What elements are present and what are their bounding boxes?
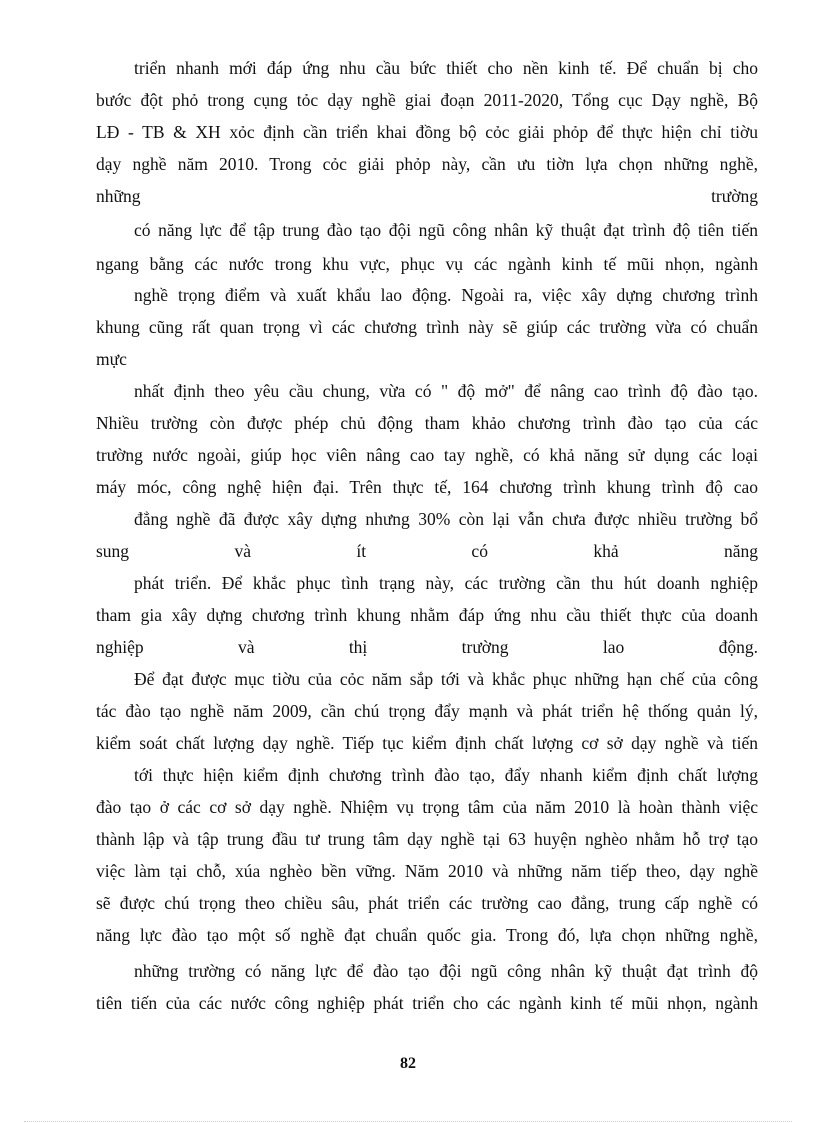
footer-divider	[24, 1121, 792, 1122]
body-line-23: tới thực hiện kiểm định chương trình đào tạo, đẩy nhanh kiểm định chất lượng	[134, 765, 758, 785]
body-line-30: tiên tiến của các nước công nghiệp phát triển cho các ngành kinh tế mũi nhọn, ngành	[96, 993, 758, 1013]
body-line-11: nhất định theo yêu cầu chung, vừa có " độ mở" để nâng cao trình độ đào tạo.	[134, 381, 758, 401]
body-line-29: những trường có năng lực để đào tạo đội ngũ công nhân kỹ thuật đạt trình độ	[134, 961, 758, 981]
body-line-8: nghề trọng điểm và xuất khẩu lao động. Ngoài ra, việc xây dựng chương trình	[134, 285, 758, 305]
body-line-5: những trường	[96, 186, 758, 206]
body-line-22: kiểm soát chất lượng dạy nghề. Tiếp tục kiểm định chất lượng cơ sở dạy nghề và tiến	[96, 733, 758, 753]
body-line-13: trường nước ngoài, giúp học viên nâng cao tay nghề, có khả năng sử dụng các loại	[96, 445, 758, 465]
body-line-18: tham gia xây dựng chương trình khung nhằm đáp ứng nhu cầu thiết thực của doanh	[96, 605, 758, 625]
body-line-25: thành lập và tập trung đầu tư trung tâm dạy nghề tại 63 huyện nghèo nhằm hỗ trợ tạo	[96, 829, 758, 849]
body-line-3: LĐ - TB & XH xỏc định cần triển khai đồng bộ cỏc giải phỏp để thực hiện chỉ tiờu	[96, 122, 758, 142]
page-number: 82	[400, 1055, 416, 1072]
body-line-17: phát triển. Để khắc phục tình trạng này, các trường cần thu hút doanh nghiệp	[134, 573, 758, 593]
body-line-1: triển nhanh mới đáp ứng nhu cầu bức thiết cho nền kinh tế. Để chuẩn bị cho	[134, 58, 758, 78]
body-line-6: có năng lực để tập trung đào tạo đội ngũ công nhân kỹ thuật đạt trình độ tiên tiến	[134, 220, 758, 240]
body-line-19: nghiệp và thị trường lao động.	[96, 637, 758, 657]
body-line-4: dạy nghề năm 2010. Trong cỏc giải phỏp này, cần ưu tiờn lựa chọn những nghề,	[96, 154, 758, 174]
body-line-28: năng lực đào tạo một số nghề đạt chuẩn quốc gia. Trong đó, lựa chọn những nghề,	[96, 925, 758, 945]
body-line-10: mực	[96, 349, 127, 369]
body-line-9: khung cũng rất quan trọng vì các chương trình này sẽ giúp các trường vừa có chuẩn	[96, 317, 758, 337]
body-line-15: đẳng nghề đã được xây dựng nhưng 30% còn lại vẫn chưa được nhiều trường bổ	[134, 509, 758, 529]
body-line-20: Để đạt được mục tiờu của cỏc năm sắp tới và khắc phục những hạn chế của công	[134, 669, 758, 689]
body-line-7: ngang bằng các nước trong khu vực, phục vụ các ngành kinh tế mũi nhọn, ngành	[96, 254, 758, 274]
body-line-26: việc làm tại chỗ, xúa nghèo bền vững. Năm 2010 và những năm tiếp theo, dạy nghề	[96, 861, 758, 881]
body-line-14: máy móc, công nghệ hiện đại. Trên thực tế, 164 chương trình khung trình độ cao	[96, 477, 758, 497]
body-line-16: sung và ít có khả năng	[96, 541, 758, 561]
body-line-21: tác đào tạo nghề năm 2009, cần chú trọng đẩy mạnh và phát triển hệ thống quản lý,	[96, 701, 758, 721]
body-line-24: đào tạo ở các cơ sở dạy nghề. Nhiệm vụ trọng tâm của năm 2010 là hoàn thành việc	[96, 797, 758, 817]
body-line-12: Nhiều trường còn được phép chủ động tham khảo chương trình đào tạo của các	[96, 413, 758, 433]
body-line-27: sẽ được chú trọng theo chiều sâu, phát triển các trường cao đẳng, trung cấp nghề có	[96, 893, 758, 913]
body-line-2: bước đột phỏ trong cụng tỏc dạy nghề giai đoạn 2011-2020, Tổng cục Dạy nghề, Bộ	[96, 90, 758, 110]
